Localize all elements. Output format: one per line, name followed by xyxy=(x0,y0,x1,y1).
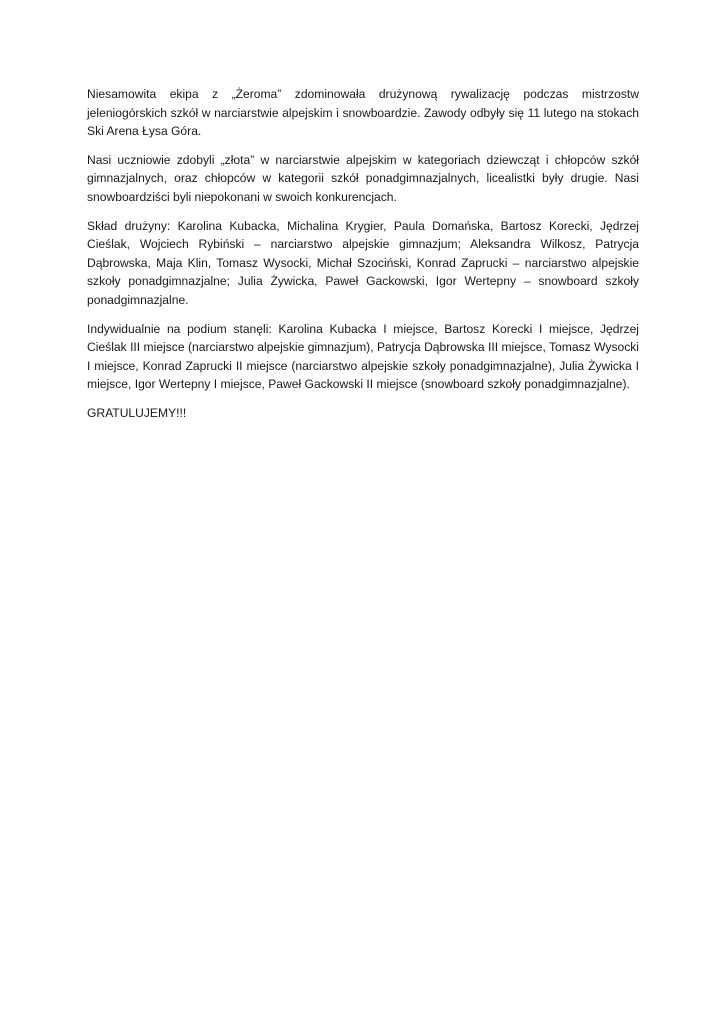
paragraph-results: Nasi uczniowie zdobyli „złota” w narciarstwie alpejskim w kategoriach dziewcząt i chłopców szkół gimnazjalnych, oraz chłopców w kategorii szkół ponadgimnazjalnych, licealistki były drugie. Nasi snowboardziści byli niepokonani w swoich konkurencjach. xyxy=(87,152,639,204)
paragraph-team-roster: Skład drużyny: Karolina Kubacka, Michalina Krygier, Paula Domańska, Bartosz Korecki, Jędrzej Cieślak, Wojciech Rybiński – narciarstwo alpejskie gimnazjum; Aleksandra Wilkosz, Patrycja Dąbrowska, Maja Klin, Tomasz Wysocki, Michał Szociński, Konrad Zaprucki – narciarstwo alpejskie szkoły ponadgimnazjalne; Julia Żywicka, Paweł Gackowski, Igor Wertepny – snowboard szkoły ponadgimnazjalne. xyxy=(87,218,639,307)
paragraph-congratulations: GRATULUJEMY!!! xyxy=(87,405,187,420)
paragraph-intro: Niesamowita ekipa z „Żeroma” zdominowała drużynową rywalizację podczas mistrzostw jeleniogórskich szkół w narciarstwie alpejskim i snowboardzie. Zawody odbyły się 11 lutego na stokach Ski Arena Łysa Góra. xyxy=(87,87,639,139)
paragraph-individual-podium: Indywidualnie na podium stanęli: Karolina Kubacka I miejsce, Bartosz Korecki I miejsce, Jędrzej Cieślak III miejsce (narciarstwo alpejskie gimnazjum), Patrycja Dąbrowska III miejsce, Tomasz Wysocki I miejsce, Konrad Zaprucki II miejsce (narciarstwo alpejskie szkoły ponadgimnazjalne), Julia Żywicka I miejsce, Igor Wertepny I miejsce, Paweł Gackowski II miejsce (snowboard szkoły ponadgimnazjalne). xyxy=(87,321,639,392)
article-body xyxy=(87,85,639,433)
